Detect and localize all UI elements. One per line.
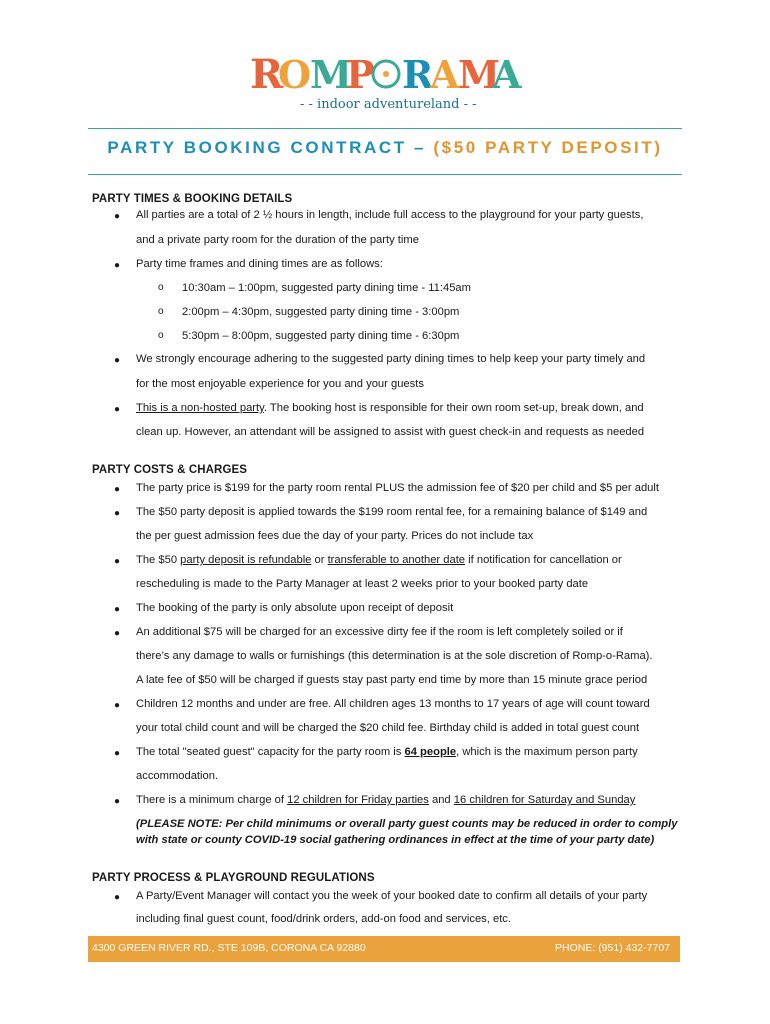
bullet: ●: [114, 556, 121, 567]
costs-c4: The booking of the party is only absolute upon receipt of deposit: [136, 602, 454, 614]
footer-address: 4300 GREEN RIVER RD., STE 109B, CORONA CA 92880: [92, 942, 366, 954]
logo-tagline: - - indoor adventureland - -: [300, 97, 477, 112]
logo-letter-a2: A: [492, 52, 522, 97]
time-frame-2: 2:00pm – 4:30pm, suggested party dining time - 3:00pm: [182, 306, 460, 318]
costs-c8: There is a minimum charge of 12 children for Friday parties and 16 children for Saturday and Sunday: [136, 794, 636, 806]
logo-letter-r2: R: [402, 52, 434, 97]
costs-c3-line2: rescheduling is made to the Party Manager at least 2 weeks prior to your booked party date: [136, 578, 589, 590]
bullet: ●: [114, 796, 121, 807]
section-heading-process: PARTY PROCESS & PLAYGROUND REGULATIONS: [92, 872, 375, 884]
footer-phone: PHONE: (951) 432-7707: [555, 942, 670, 954]
times-b1-line1: All parties are a total of 2 ½ hours in length, include full access to the playground for your party guests,: [136, 209, 644, 221]
title-rule-bottom: [88, 174, 682, 175]
section-heading-times: PARTY TIMES & BOOKING DETAILS: [92, 193, 293, 205]
bullet: ●: [114, 484, 121, 495]
logo-letter-a1: A: [430, 52, 460, 97]
time-frame-3: 5:30pm – 8:00pm, suggested party dining time - 6:30pm: [182, 330, 460, 342]
costs-c2-line1: The $50 party deposit is applied towards the $199 room rental fee, for a remaining balance of $149 and: [136, 506, 648, 518]
times-b3-line1: We strongly encourage adhering to the suggested party dining times to help keep your party timely and: [136, 353, 646, 365]
costs-c7-line2: accommodation.: [136, 770, 219, 782]
romporama-logo: [240, 44, 530, 114]
costs-c5-line3: A late fee of $50 will be charged if guests stay past party end time by more than 15 minute grace period: [136, 674, 648, 686]
costs-c1: The party price is $199 for the party room rental PLUS the admission fee of $20 per child and $5 per adult: [136, 482, 659, 494]
bullet: ●: [114, 628, 121, 639]
bullet: ●: [114, 404, 121, 415]
times-b4-line2: clean up. However, an attendant will be assigned to assist with guest check-in and requests as needed: [136, 426, 645, 438]
costs-c6-line2: your total child count and will be charged the $20 child fee. Birthday child is added in total guest count: [136, 722, 640, 734]
costs-c5-line2: there’s any damage to walls or furnishings (this determination is at the sole discretion of Romp-o-Rama).: [136, 650, 653, 662]
process-p1-line1: A Party/Event Manager will contact you the week of your booked date to confirm all details of your party: [136, 890, 648, 902]
covid-note-line1: (PLEASE NOTE: Per child minimums or overall party guest counts may be reduced in order to comply: [136, 818, 678, 830]
sub-bullet: o: [158, 306, 164, 317]
section-heading-costs: PARTY COSTS & CHARGES: [92, 464, 248, 476]
bullet: ●: [114, 748, 121, 759]
bullet: ●: [114, 508, 121, 519]
sub-bullet: o: [158, 330, 164, 341]
bullet: ●: [114, 700, 121, 711]
costs-c3-line1: The $50 party deposit is refundable or transferable to another date if notification for cancellation or: [136, 554, 622, 566]
times-b2-line1: Party time frames and dining times are as follows:: [136, 258, 383, 270]
sub-bullet: o: [158, 282, 164, 293]
footer-bar: [88, 936, 680, 962]
bullet: ●: [114, 892, 121, 903]
logo-graphic: [240, 44, 530, 114]
costs-c5-line1: An additional $75 will be charged for an excessive dirty fee if the room is left completely soiled or if: [136, 626, 623, 638]
time-frame-1: 10:30am – 1:00pm, suggested party dining time - 11:45am: [182, 282, 471, 294]
page-title: PARTY BOOKING CONTRACT – ($50 PARTY DEPOSIT): [107, 138, 663, 157]
times-b1-line2: and a private party room for the duration of the party time: [136, 234, 419, 246]
bullet: ●: [114, 260, 121, 271]
times-b4-line1: This is a non-hosted party. The booking host is responsible for their own room set-up, break down, and: [136, 402, 644, 414]
bullet: ●: [114, 604, 121, 615]
covid-note-line2: with state or county COVID-19 social gathering ordinances in effect at the time of your party date): [136, 834, 655, 846]
process-p1-line2: including final guest count, food/drink orders, add-on food and services, etc.: [136, 913, 512, 925]
logo-letter-m2: M: [458, 52, 501, 97]
times-b3-line2: for the most enjoyable experience for you and your guests: [136, 378, 424, 390]
title-rule-top: [88, 128, 682, 129]
logo-letter-r1: R: [250, 51, 284, 98]
costs-c7-line1: The total "seated guest" capacity for the party room is 64 people, which is the maximum person party: [136, 746, 638, 758]
costs-c2-line2: the per guest admission fees due the day of your party. Prices do not include tax: [136, 530, 534, 542]
logo-letter-m1: M: [310, 52, 353, 97]
logo-letter-p: P: [346, 52, 375, 97]
logo-letter-o1: O: [278, 52, 312, 97]
bullet: ●: [114, 355, 121, 366]
costs-c6-line1: Children 12 months and under are free. All children ages 13 months to 17 years of age will count toward: [136, 698, 650, 710]
bullet: ●: [114, 211, 121, 222]
